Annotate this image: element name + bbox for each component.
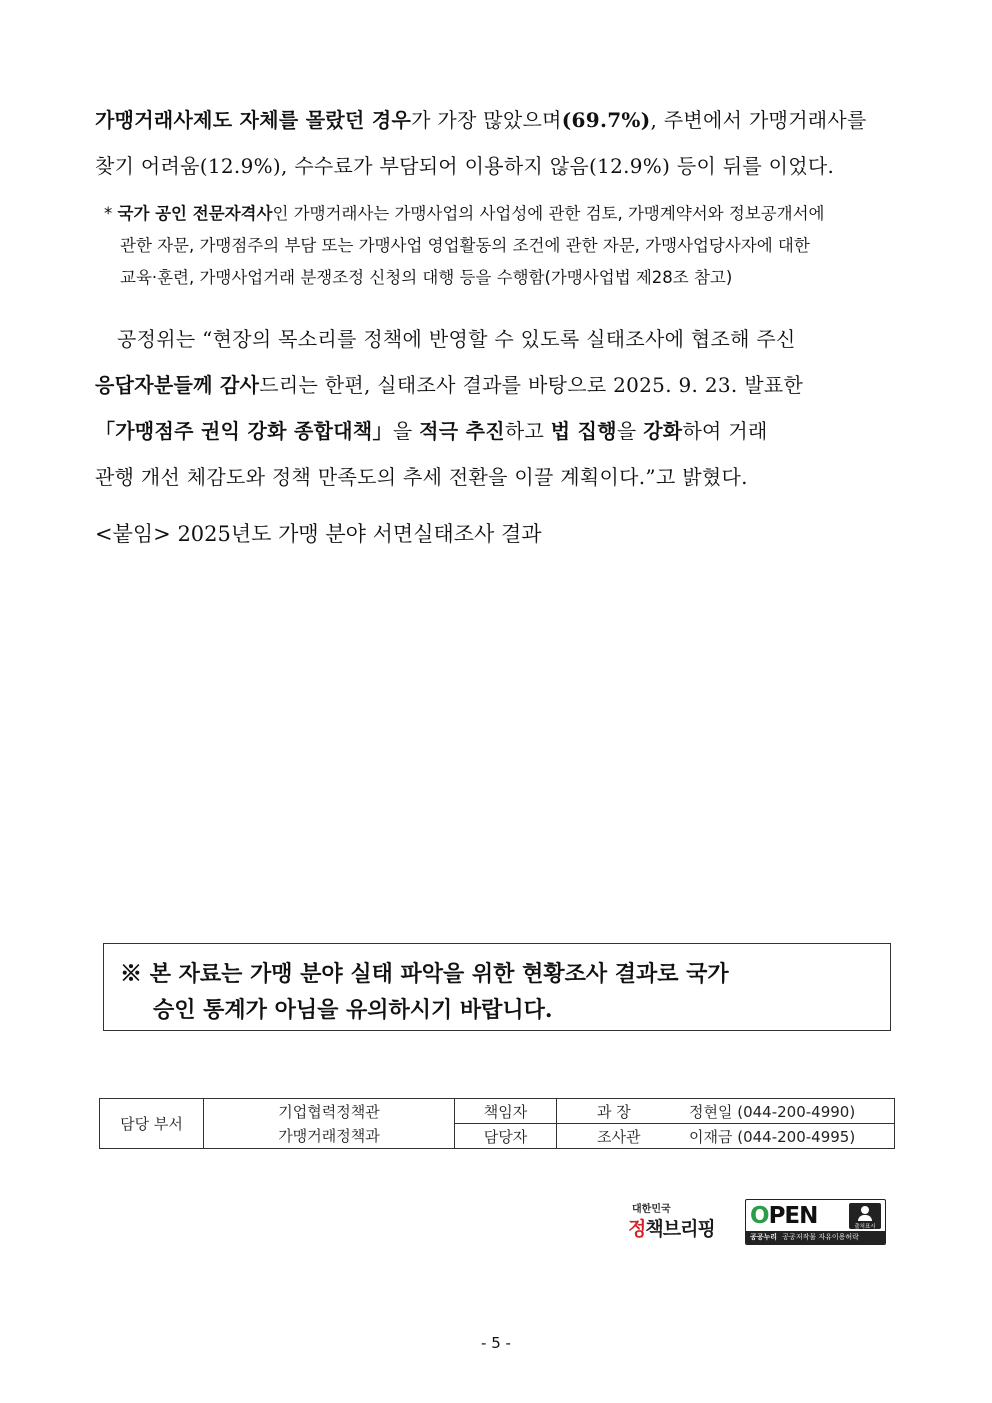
dept-label: 담당 부서: [100, 1099, 204, 1149]
role-cell: 책임자: [455, 1099, 557, 1124]
paragraph-2: 공정위는 “현장의 목소리를 정책에 반영할 수 있도록 실태조사에 협조해 주신 응답자분들께 감사드리는 한편, 실태조사 결과를 바탕으로 2025. 9. 23. 발표한 「가맹점주 권익 강화 종합대책」을 적극 추진하고 법 집행을 강화하여 거래 관행 개선 체감도와 정책 만족도의 추세 전환을 이끌 계획이다.”고 밝혔다.: [95, 327, 804, 489]
notice-box: ※ 본 자료는 가맹 분야 실태 파악을 위한 현황조사 결과로 국가 승인 통계가 아님을 유의하시기 바랍니다.: [103, 943, 891, 1031]
footnote-star: *: [104, 204, 113, 223]
role-cell: 담당자: [455, 1124, 557, 1149]
open-license-logo: OPEN 출처표시 공공누리 공공저작물 자유이용허락: [745, 1199, 886, 1245]
paragraph-1: 가맹거래사제도 자체를 몰랐던 경우가 가장 많았으며(69.7%), 주변에서 가맹거래사를 찾기 어려움(12.9%), 수수료가 부담되어 이용하지 않음(12.9%) 등이 뒤를 이었다.: [95, 108, 867, 178]
highlight-text: 가맹거래사제도 자체를 몰랐던 경우: [95, 108, 412, 132]
dept-names: 기업협력정책관 가맹거래정책과: [204, 1099, 455, 1149]
footnote: * 국가 공인 전문자격사인 가맹거래사는 가맹사업의 사업성에 관한 검토, 가맹계약서와 정보공개서에 관한 자문, 가맹점주의 부담 또는 가맹사업 영업활동의 조건에 관한 자문, 가맹사업당사자에 대한 교육·훈련, 가맹사업거래 분쟁조정 신청의 대행 등을 수행함(가맹사업법 제28조 참고): [104, 204, 825, 287]
policy-briefing-logo: 대한민국 정책브리핑: [628, 1204, 715, 1240]
reference-mark: ※: [120, 961, 143, 987]
contact-table: [99, 1098, 895, 1149]
attachment-title: <붙임> 2025년도 가맹 분야 서면실태조사 결과: [95, 522, 542, 546]
person-icon: 출처표시: [849, 1203, 881, 1229]
page-number: - 5 -: [481, 1334, 511, 1352]
person-cell: 조사관 이재금 (044-200-4995): [557, 1124, 895, 1149]
person-cell: 과 장 정현일 (044-200-4990): [557, 1099, 895, 1124]
